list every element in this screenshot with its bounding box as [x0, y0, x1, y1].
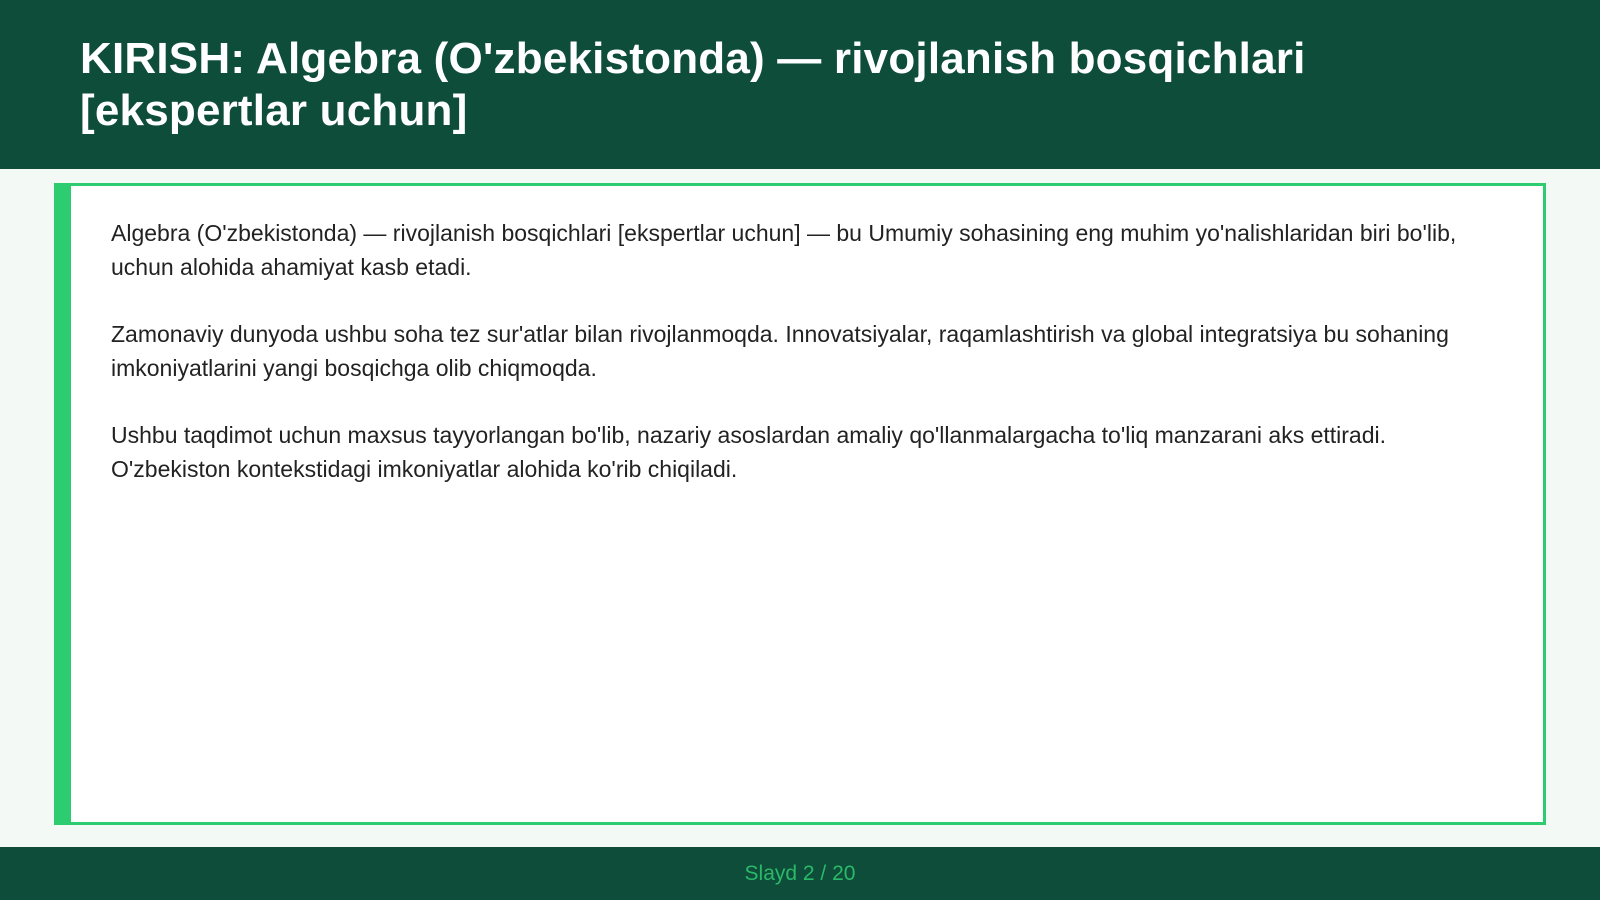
- slide-title: KIRISH: Algebra (O'zbekistonda) — rivojlanish bosqichlari [ekspertlar uchun]: [80, 34, 1306, 135]
- slide-footer: [0, 847, 1600, 900]
- content-card: [54, 183, 1546, 825]
- content-paragraph-3: Ushbu taqdimot uchun maxsus tayyorlangan bo'lib, nazariy asoslardan amaliy qo'llanmalargacha to'liq manzarani aks ettiradi. O'zbekiston kontekstidagi imkoniyatlar alohida ko'rib chiqiladi.: [111, 422, 1387, 482]
- slide-counter: Slayd 2 / 20: [744, 861, 856, 885]
- content-paragraph-1: Algebra (O'zbekistonda) — rivojlanish bosqichlari [ekspertlar uchun] — bu Umumiy sohasining eng muhim yo'nalishlaridan biri bo'lib, uchun alohida ahamiyat kasb etadi.: [111, 220, 1457, 280]
- slide-header: [0, 0, 1600, 169]
- content-paragraph-2: Zamonaviy dunyoda ushbu soha tez sur'atlar bilan rivojlanmoqda. Innovatsiyalar, raqamlashtirish va global integratsiya bu sohaning imkoniyatlarini yangi bosqichga olib chiqmoqda.: [111, 321, 1449, 381]
